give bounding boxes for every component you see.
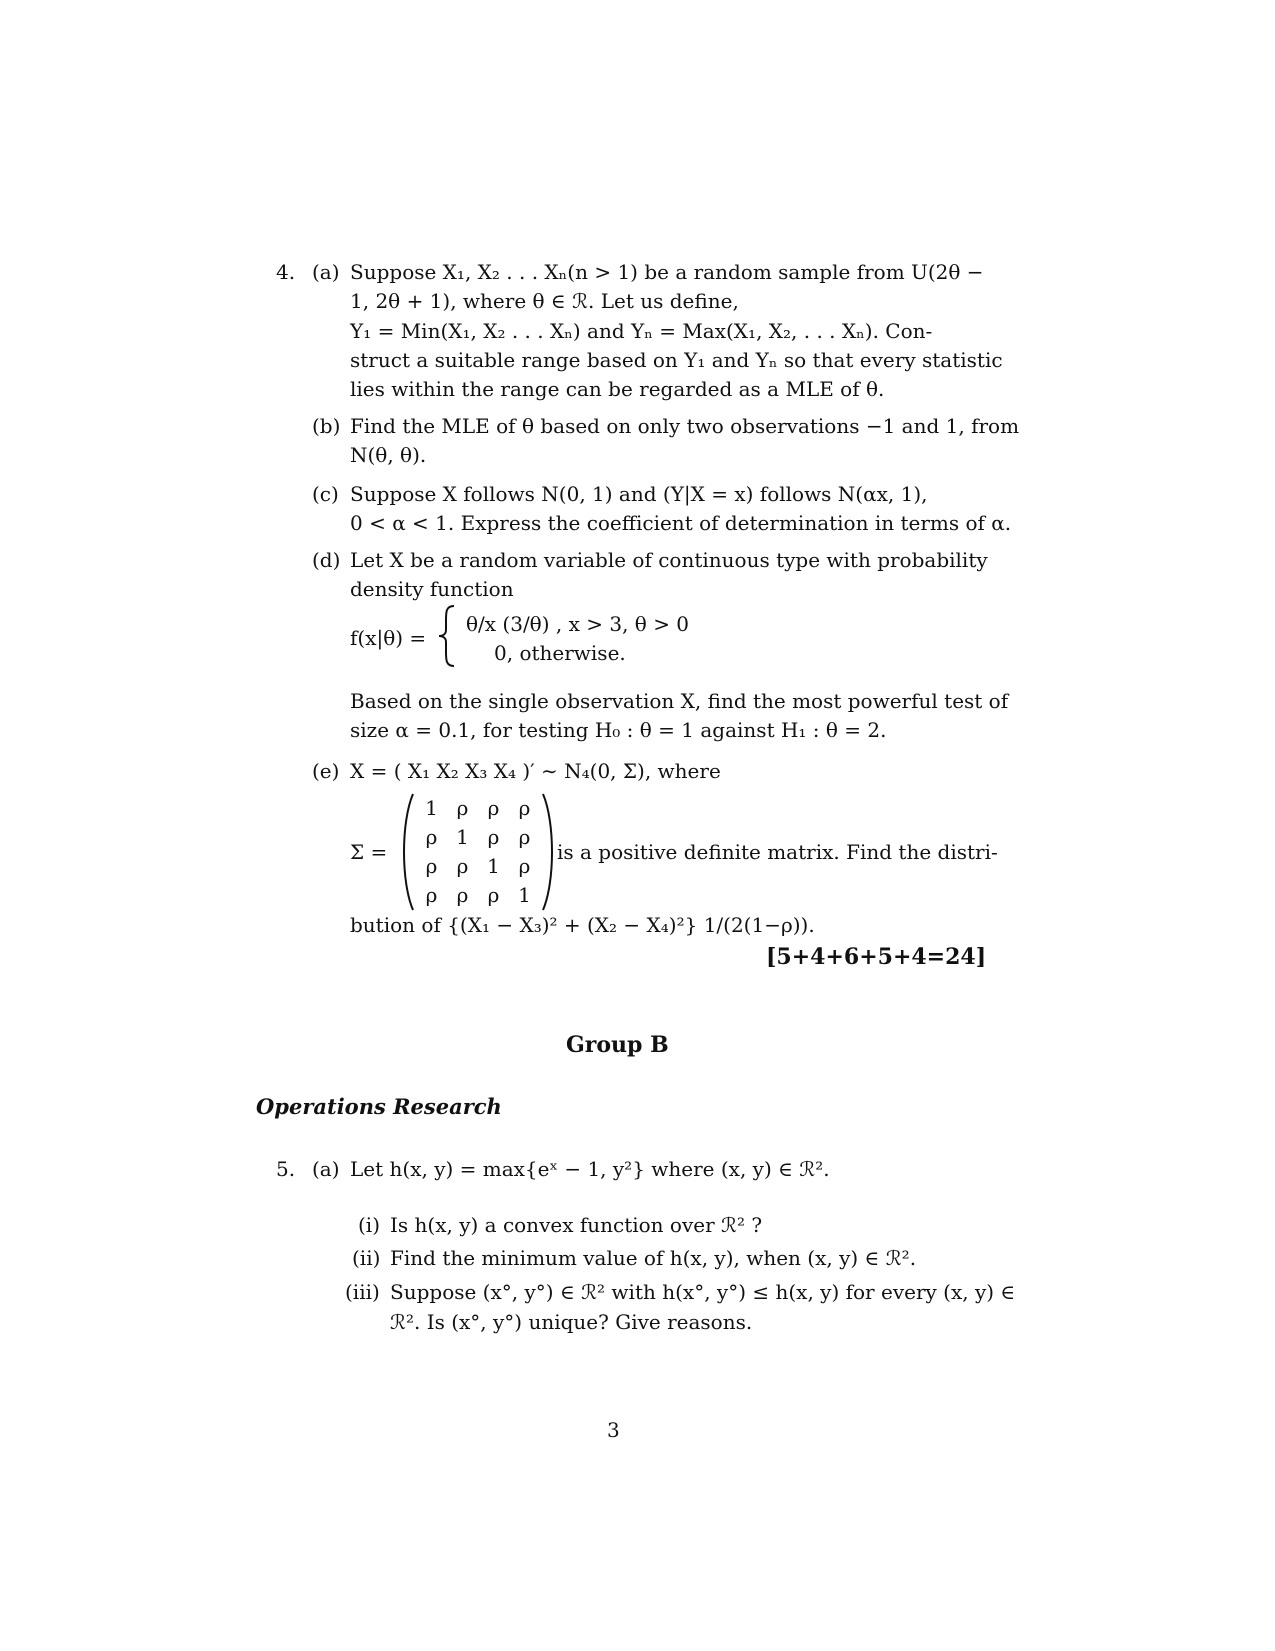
part-label-5a: (a) (312, 1157, 340, 1181)
matrix-cell: 1 (425, 796, 438, 820)
matrix-cell: ρ (487, 825, 500, 849)
question-number-4: 4. (276, 260, 296, 284)
item-iii-line-2: ℛ². Is (x°, y°) unique? Give reasons. (390, 1310, 753, 1334)
matrix-cell: 1 (518, 883, 531, 907)
q4d-line-1: Let X be a random variable of continuous type with probability (350, 548, 988, 572)
item-label-i: (i) (358, 1213, 381, 1237)
q4d-after-1: Based on the single observation X, find the most powerful test of (350, 689, 1009, 713)
q4b-line-2: N(θ, θ). (350, 443, 427, 467)
part-label-4d: (d) (312, 548, 341, 572)
matrix-cell: 1 (456, 825, 469, 849)
part-label-4e: (e) (312, 759, 340, 783)
q4e-vector-line: X = ( X₁ X₂ X₃ X₄ )′ ∼ N₄(0, Σ), where (350, 759, 721, 783)
matrix-cell: ρ (487, 883, 500, 907)
matrix-row (416, 794, 540, 823)
q4e-matrix-tail: is a positive definite matrix. Find the distri- (557, 840, 998, 864)
matrix-row (416, 852, 540, 881)
pdf-lhs: f(x|θ) = (350, 626, 427, 650)
matrix-cell: 1 (487, 854, 500, 878)
item-label-iii: (iii) (345, 1280, 380, 1304)
q4a-line-2: 1, 2θ + 1), where θ ∈ ℛ. Let us define, (350, 289, 739, 313)
matrix-cell: ρ (425, 825, 438, 849)
part-label-4a: (a) (312, 260, 340, 284)
left-brace (436, 604, 458, 668)
matrix-cell: ρ (425, 883, 438, 907)
matrix-cell: ρ (487, 796, 500, 820)
matrix-cell: ρ (518, 825, 531, 849)
q4a-line-4: struct a suitable range based on Y₁ and Yₙ so that every statistic (350, 348, 1003, 372)
part-label-4b: (b) (312, 414, 341, 438)
matrix-cell: ρ (456, 796, 469, 820)
pdf-case-1: θ/x (3/θ) , x > 3, θ > 0 (466, 612, 690, 636)
matrix-cell: ρ (518, 796, 531, 820)
q4c-line-2: 0 < α < 1. Express the coefficient of determination in terms of α. (350, 511, 1012, 535)
q4d-line-2: density function (350, 577, 514, 601)
matrix-row (416, 823, 540, 852)
item-ii-line: Find the minimum value of h(x, y), when (x, y) ∈ ℛ². (390, 1246, 917, 1270)
pdf-case-2: 0, otherwise. (494, 641, 626, 665)
q4c-line-1: Suppose X follows N(0, 1) and (Y|X = x) follows N(αx, 1), (350, 482, 928, 506)
q4d-after-2: size α = 0.1, for testing H₀ : θ = 1 against H₁ : θ = 2. (350, 718, 887, 742)
marks-distribution: [5+4+6+5+4=24] (766, 944, 987, 970)
matrix-cell: ρ (456, 854, 469, 878)
sigma-lhs: Σ = (350, 840, 388, 864)
matrix-cell: ρ (518, 854, 531, 878)
matrix-row (416, 881, 540, 910)
matrix-cell: ρ (425, 854, 438, 878)
matrix-right-paren (540, 792, 558, 912)
group-heading: Group B (566, 1032, 669, 1058)
part-label-4c: (c) (312, 482, 339, 506)
q4a-line-1: Suppose X₁, X₂ . . . Xₙ(n > 1) be a random sample from U(2θ − (350, 260, 984, 284)
section-heading: Operations Research (256, 1094, 502, 1119)
q4a-line-5: lies within the range can be regarded as a MLE of θ. (350, 377, 885, 401)
matrix-left-paren (398, 792, 416, 912)
page-number: 3 (607, 1418, 620, 1442)
item-iii-line-1: Suppose (x°, y°) ∈ ℛ² with h(x°, y°) ≤ h(x, y) for every (x, y) ∈ (390, 1280, 1016, 1304)
item-label-ii: (ii) (352, 1246, 381, 1270)
sigma-matrix (416, 794, 540, 910)
item-i-line: Is h(x, y) a convex function over ℛ² ? (390, 1213, 763, 1237)
matrix-cell: ρ (456, 883, 469, 907)
q5a-line: Let h(x, y) = max{eˣ − 1, y²} where (x, y) ∈ ℛ². (350, 1157, 830, 1181)
q4e-last-line: bution of {(X₁ − X₃)² + (X₂ − X₄)²} 1/(2(1−ρ)). (350, 913, 815, 937)
question-number-5: 5. (276, 1157, 296, 1181)
q4a-line-3: Y₁ = Min(X₁, X₂ . . . Xₙ) and Yₙ = Max(X₁, X₂, . . . Xₙ). Con- (350, 319, 933, 343)
q4b-line-1: Find the MLE of θ based on only two observations −1 and 1, from (350, 414, 1020, 438)
